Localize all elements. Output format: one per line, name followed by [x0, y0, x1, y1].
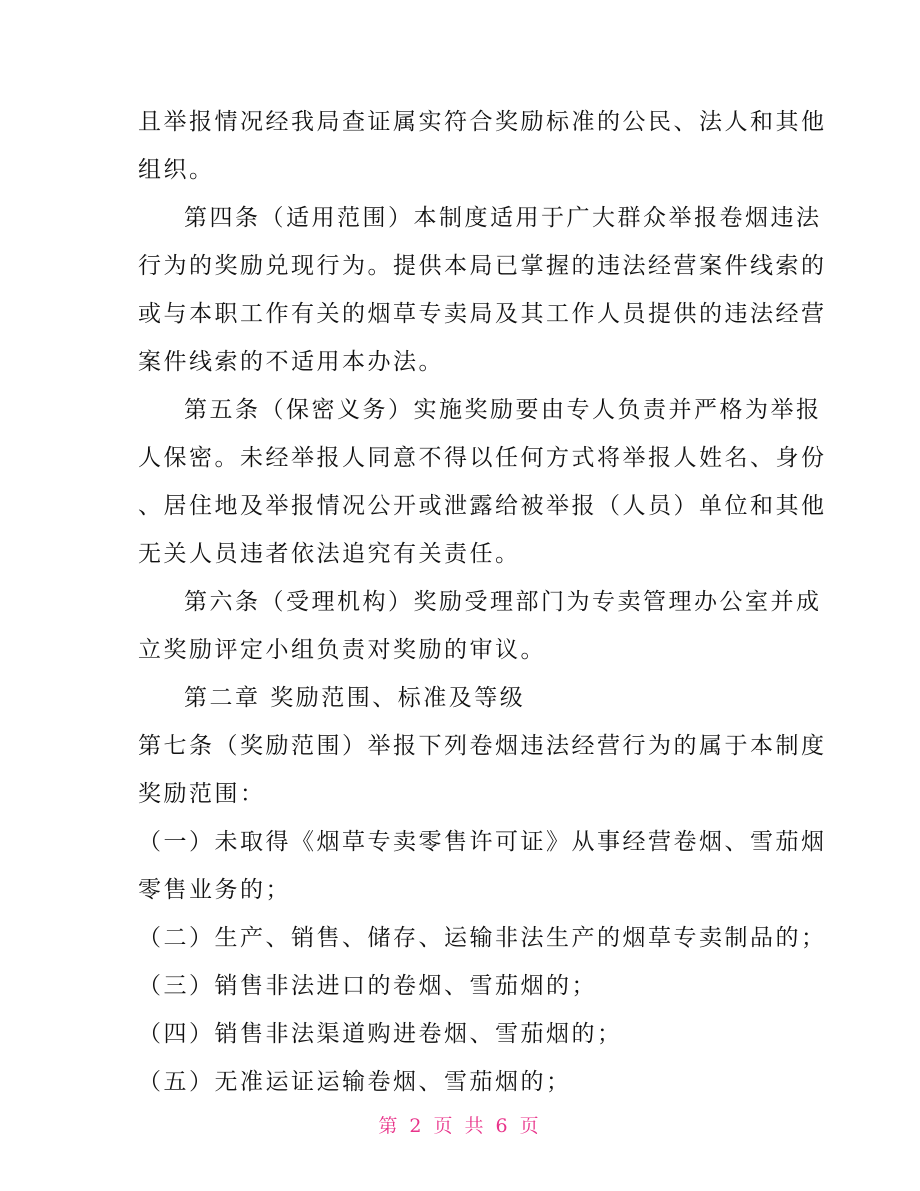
article-7-line: 第七条（奖励范围）举报下列卷烟违法经营行为的属于本制度 — [138, 733, 827, 759]
text-line: 零售业务的； — [138, 877, 291, 903]
text-line: 行为的奖励兑现行为。提供本局已掌握的违法经营案件线索的 — [138, 253, 827, 279]
list-item-1: （一）未取得《烟草专卖零售许可证》从事经营卷烟、雪茄烟 — [138, 829, 827, 855]
list-item-2: （二）生产、销售、储存、运输非法生产的烟草专卖制品的； — [138, 925, 827, 951]
article-4-line: 第四条（适用范围）本制度适用于广大群众举报卷烟违法 — [184, 205, 822, 231]
page-number-footer: 第 2 页 共 6 页 — [378, 1115, 542, 1137]
text-line: 奖励范围： — [138, 781, 266, 807]
text-line: 或与本职工作有关的烟草专卖局及其工作人员提供的违法经营 — [138, 301, 827, 327]
text-line: 无关人员违者依法追究有关责任。 — [138, 541, 521, 567]
list-item-5: （五）无准运证运输卷烟、雪茄烟的； — [138, 1069, 572, 1095]
article-5-line: 第五条（保密义务）实施奖励要由专人负责并严格为举报 — [184, 397, 822, 423]
text-line: 人保密。未经举报人同意不得以任何方式将举报人姓名、身份 — [138, 445, 827, 471]
list-item-4: （四）销售非法渠道购进卷烟、雪茄烟的； — [138, 1021, 623, 1047]
document-body — [138, 98, 827, 1106]
article-6-line: 第六条（受理机构）奖励受理部门为专卖管理办公室并成 — [184, 589, 822, 615]
text-line: 组织。 — [138, 157, 215, 183]
chapter-heading: 第二章 奖励范围、标准及等级 — [184, 685, 526, 711]
text-line: 、居住地及举报情况公开或泄露给被举报（人员）单位和其他 — [138, 493, 827, 519]
text-line: 案件线索的不适用本办法。 — [138, 349, 444, 375]
text-line: 且举报情况经我局查证属实符合奖励标准的公民、法人和其他 — [138, 109, 827, 135]
text-line: 立奖励评定小组负责对奖励的审议。 — [138, 637, 546, 663]
list-item-3: （三）销售非法进口的卷烟、雪茄烟的； — [138, 973, 597, 999]
